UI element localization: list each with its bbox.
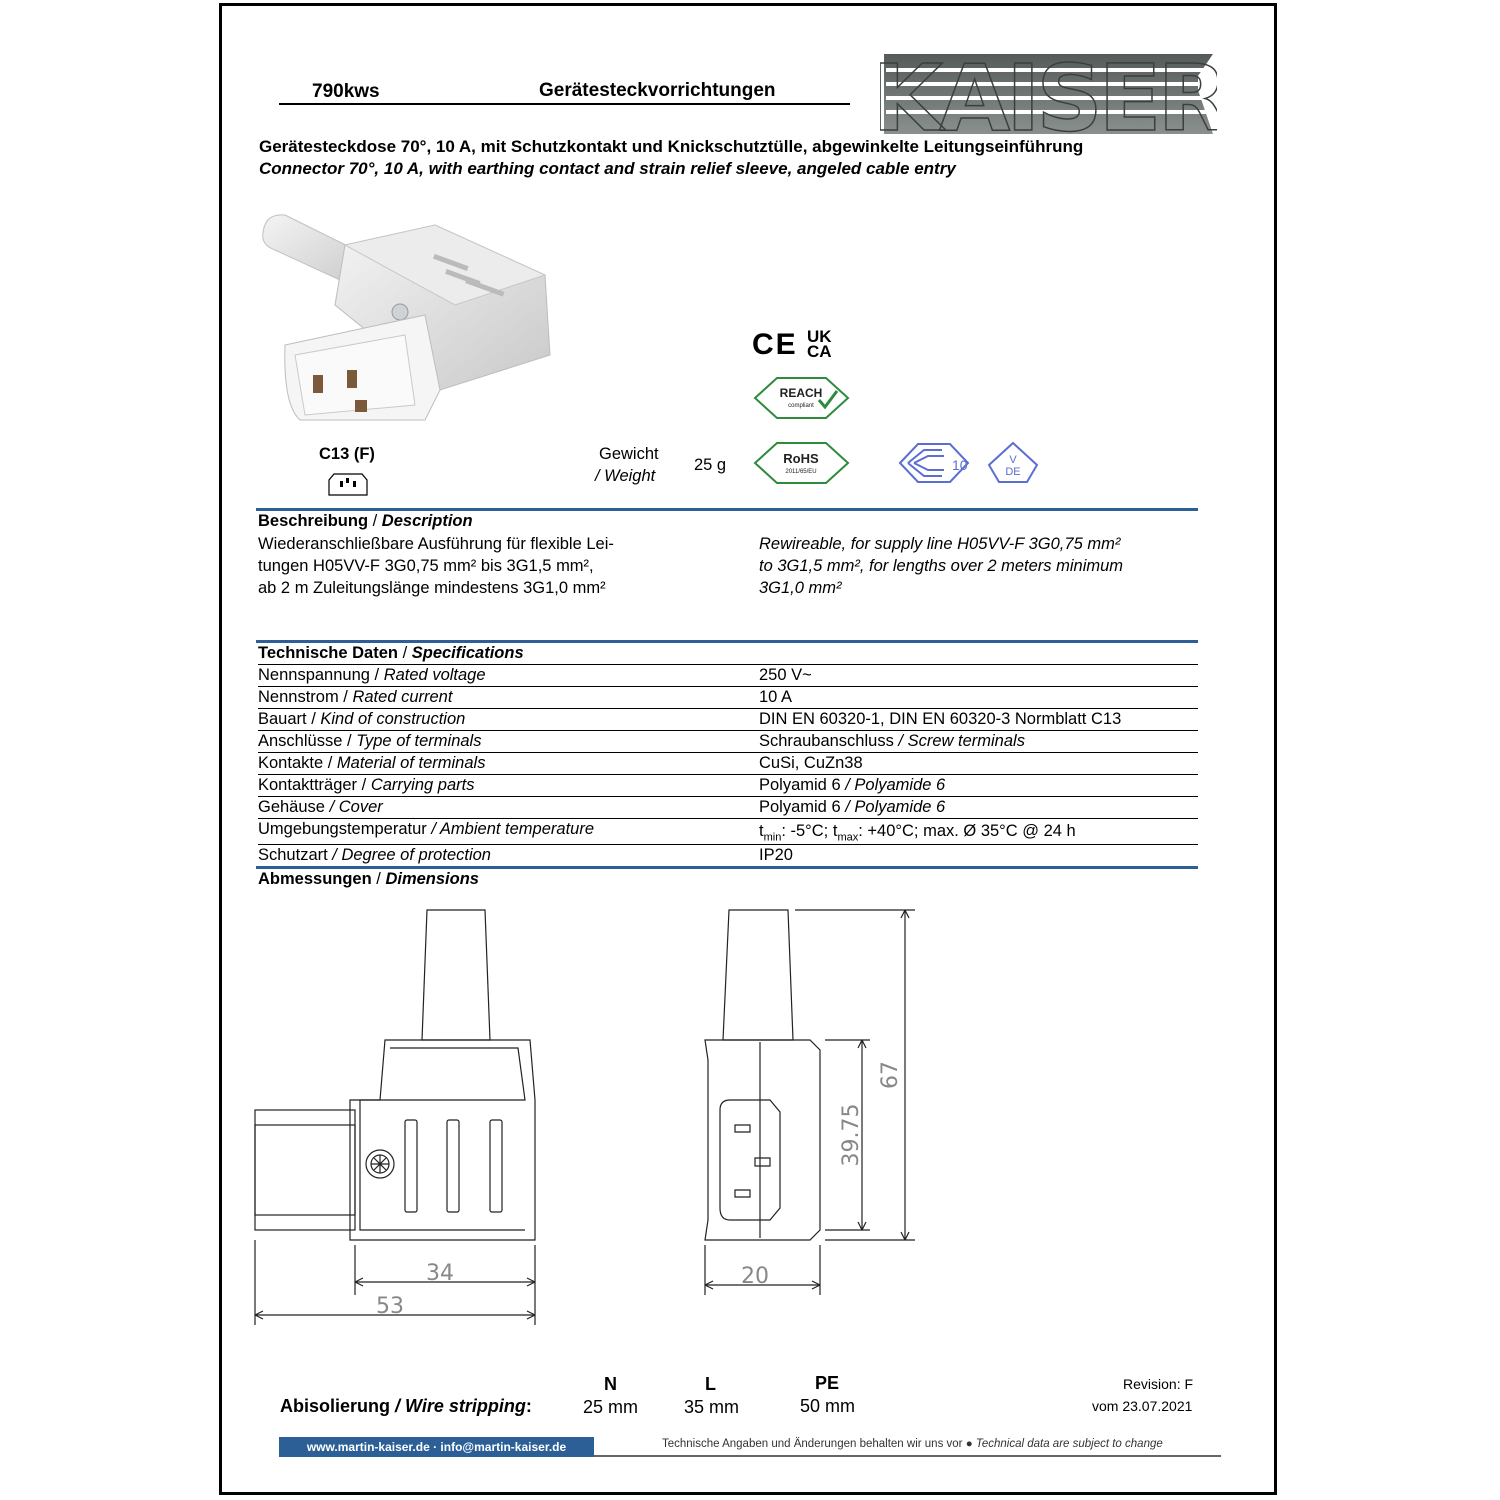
revision-date: vom 23.07.2021 [1092, 1398, 1193, 1414]
dimension-drawing [250, 900, 950, 1330]
svg-text:KAISER: KAISER [880, 50, 1217, 142]
specs-heading: Technische Daten / Specifications [258, 643, 1198, 665]
svg-text:DE: DE [1005, 466, 1021, 478]
ce-mark: CE [752, 328, 798, 361]
title-en: Connector 70°, 10 A, with earthing contact and strain relief sleeve, angeled cable entry [259, 159, 956, 178]
description-en: Rewireable, for supply line H05VV-F 3G0,75 mm² to 3G1,5 mm², for lengths over 2 meters minimum 3G1,0 mm² [759, 535, 1124, 597]
header-rule [279, 103, 850, 105]
product-code: 790kws [312, 81, 380, 102]
title-de: Gerätesteckdose 70°, 10 A, mit Schutzkontakt und Knickschutztülle, abgewinkelte Leitungseinführung [259, 137, 1084, 156]
footer-rule [594, 1455, 1221, 1457]
dimensions-heading: Abmessungen / Dimensions [258, 870, 479, 888]
kaiser-logo [880, 50, 1217, 142]
strip-value-pe: 50 mm [800, 1396, 856, 1416]
strip-head-pe: PE [815, 1373, 840, 1393]
svg-text:20: 20 [741, 1264, 769, 1289]
svg-text:REACH: REACH [779, 386, 823, 400]
spec-row-temperature: Umgebungstemperatur / Ambient temperature $t_{min}$: -5°C; $t_{max}$: +40°C; max. Ø 35°C @ 24 h [258, 819, 1198, 845]
strip-value-n: 25 mm [583, 1397, 639, 1417]
svg-text:39.75: 39.75 [839, 1103, 864, 1167]
c13-symbol-icon [328, 473, 368, 496]
strip-head-n: N [604, 1374, 617, 1394]
spec-row-construction: Bauart / Kind of construction DIN EN 60320-1, DIN EN 60320-3 Normblatt C13 [258, 709, 1198, 731]
footer-contact: www.martin-kaiser.de · info@martin-kaiser.de [279, 1437, 594, 1457]
vde-mark-icon [985, 440, 1041, 486]
spec-row-voltage: Nennspannung / Rated voltage 250 V~ [258, 665, 1198, 687]
footer-note: Technische Angaben und Änderungen behalten wir uns vor ● Technical data are subject to change [662, 1438, 1163, 1450]
connector-type: C13 (F) [319, 445, 375, 463]
strip-head-l: L [705, 1374, 716, 1394]
spec-row-protection: Schutzart / Degree of protection IP20 [258, 846, 793, 864]
spec-row-carrying: Kontaktträger / Carrying parts Polyamid 6 / Polyamide 6 [258, 775, 1198, 797]
svg-text:53: 53 [376, 1294, 404, 1319]
spec-row-terminals: Anschlüsse / Type of terminals Schraubanschluss / Screw terminals [258, 731, 1198, 753]
rohs-badge [753, 440, 850, 486]
stripping-label: Abisolierung / Wire stripping: [280, 1396, 532, 1416]
svg-text:10: 10 [952, 457, 968, 473]
svg-text:34: 34 [426, 1261, 454, 1286]
enec-mark-icon [898, 440, 974, 486]
product-category: Gerätesteckvorrichtungen [539, 80, 776, 101]
svg-text:V: V [1009, 454, 1017, 466]
reach-badge [753, 374, 850, 422]
weight-label-de: Gewicht [599, 445, 659, 463]
spec-row-material: Kontakte / Material of terminals CuSi, CuZn38 [258, 753, 1198, 775]
svg-text:RoHS: RoHS [783, 451, 819, 466]
ukca-mark: UK CA [807, 327, 832, 361]
spec-row-cover: Gehäuse / Cover Polyamid 6 / Polyamide 6 [258, 797, 1198, 819]
revision: Revision: F [1123, 1376, 1194, 1392]
description-heading: Beschreibung / Description [258, 512, 473, 530]
svg-text:67: 67 [878, 1061, 903, 1089]
svg-text:2011/65/EU: 2011/65/EU [785, 469, 817, 475]
weight-value: 25 g [694, 456, 727, 474]
strip-value-l: 35 mm [684, 1397, 740, 1417]
svg-text:compliant: compliant [788, 403, 814, 409]
description-de: Wiederanschließbare Ausführung für flexible Lei- tungen H05VV-F 3G0,75 mm² bis 3G1,5 mm², ab 2 m Zuleitungslänge mindestens 3G1,0 mm² [258, 535, 614, 597]
product-photo [255, 205, 565, 430]
spec-row-current: Nennstrom / Rated current 10 A [258, 687, 1198, 709]
weight-label-en: / Weight [595, 467, 656, 485]
